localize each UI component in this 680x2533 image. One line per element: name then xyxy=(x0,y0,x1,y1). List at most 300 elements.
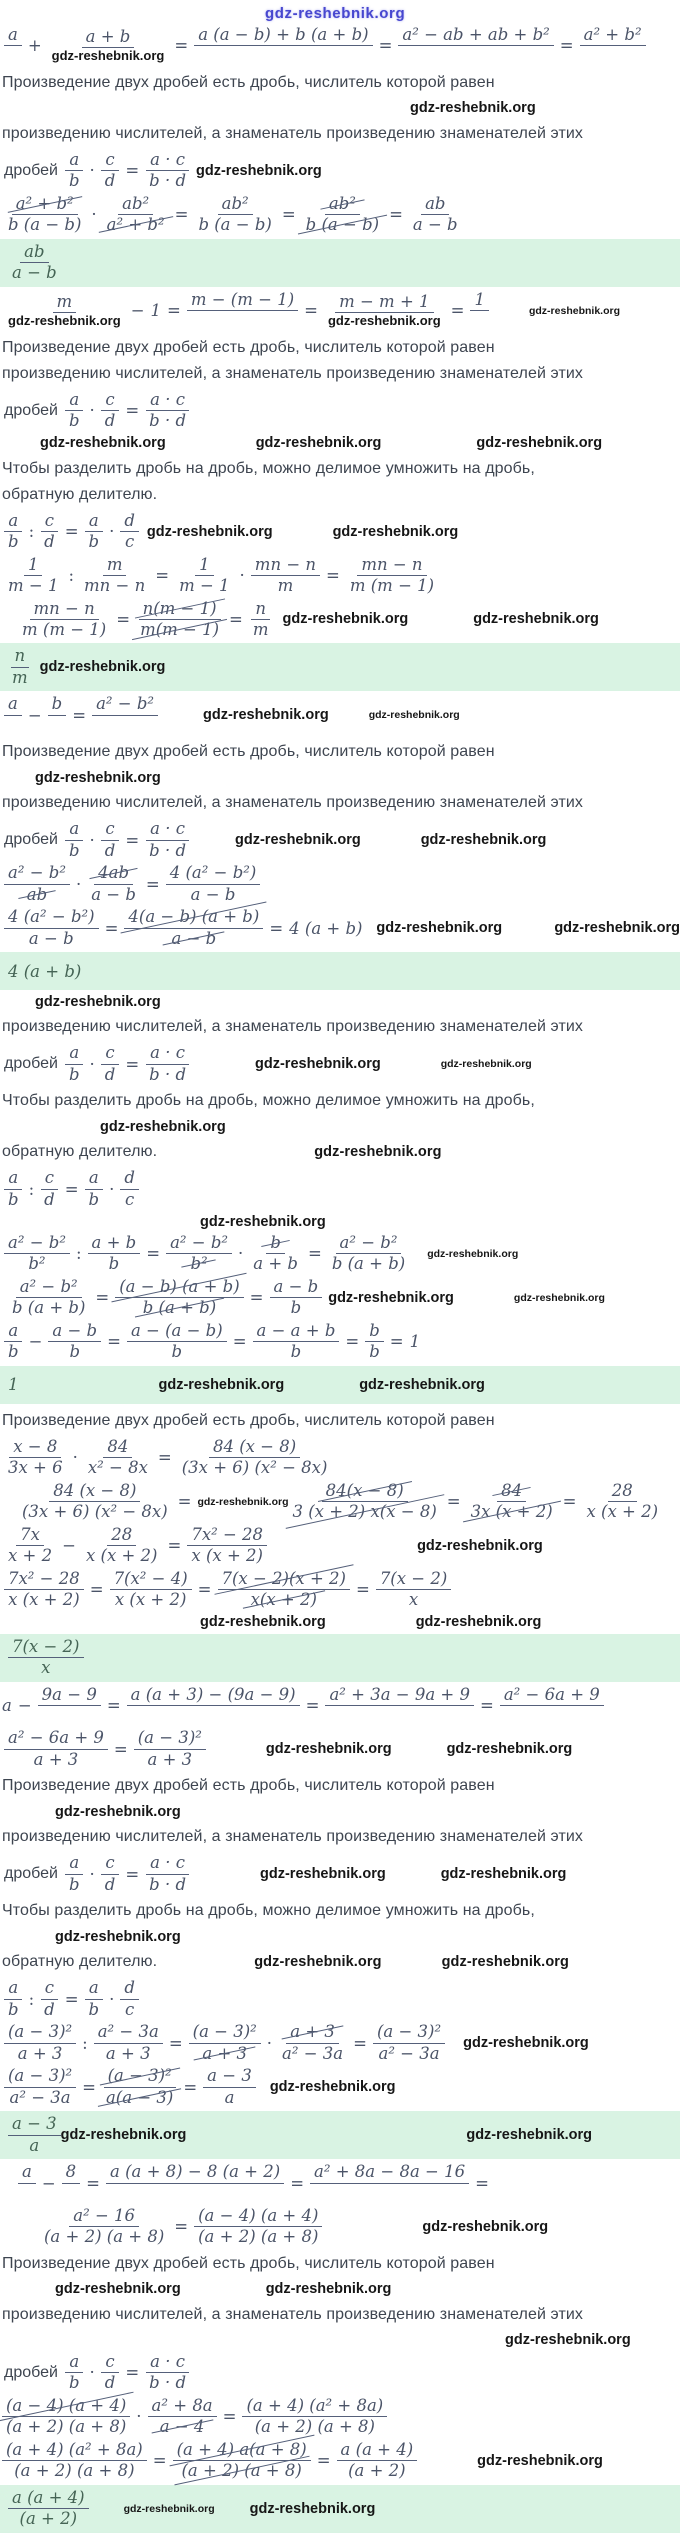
math-operator: = xyxy=(82,2077,96,2097)
denominator: x(x + 2) xyxy=(247,1590,321,1609)
math-operator: = xyxy=(562,1492,577,1512)
spacer xyxy=(190,840,235,841)
fraction xyxy=(409,195,462,235)
watermark: gdz-reshebnik.org xyxy=(51,48,165,64)
answer-highlight xyxy=(0,239,680,287)
numerator: a (a + 8) − 8 (a + 2) xyxy=(106,2163,284,2183)
numerator: 84 xyxy=(103,1438,132,1458)
spacer xyxy=(256,2087,270,2088)
numerator: a xyxy=(4,26,22,46)
math-operator: : xyxy=(28,1179,35,1199)
math-operator: · xyxy=(109,1989,115,2009)
numerator: a xyxy=(65,391,83,411)
math-operator: · xyxy=(72,1448,78,1468)
numerator: a xyxy=(85,1979,103,1999)
watermark: gdz-reshebnik.org xyxy=(35,769,161,786)
math-line xyxy=(0,1729,680,1769)
watermark: gdz-reshebnik.org xyxy=(368,709,460,722)
site-watermark: gdz-reshebnik.org xyxy=(265,5,406,22)
numerator: m xyxy=(53,293,77,313)
math-operator: · xyxy=(89,1054,95,1074)
denominator: b · d xyxy=(149,171,187,191)
numerator: a · c xyxy=(146,820,189,840)
numerator: a² − b² xyxy=(92,695,158,715)
watermark: gdz-reshebnik.org xyxy=(415,1614,542,1631)
fraction xyxy=(467,1482,557,1522)
numerator: a xyxy=(85,512,103,532)
denominator: b xyxy=(68,1874,80,1894)
text-label: дробей xyxy=(4,831,58,849)
numerator: a² − ab + ab + b² xyxy=(398,26,553,46)
spacer xyxy=(190,1064,255,1065)
text-label: дробей xyxy=(4,401,58,419)
numerator: b xyxy=(266,1234,285,1254)
math-operator: = xyxy=(125,1054,140,1074)
numerator: a + b xyxy=(82,28,135,48)
fraction xyxy=(325,1686,474,1726)
math-operator: = xyxy=(559,36,574,56)
numerator: a xyxy=(4,695,22,715)
numerator: a · c xyxy=(146,2353,189,2373)
denominator: 3x (x + 2) xyxy=(467,1502,557,1521)
fraction xyxy=(4,512,23,552)
hidden-denominator xyxy=(188,2184,201,2203)
fraction xyxy=(166,864,261,904)
watermark: gdz-reshebnik.org xyxy=(255,435,382,452)
denominator: b xyxy=(88,532,100,552)
watermark-row xyxy=(0,435,680,452)
fraction xyxy=(18,2163,36,2203)
spacer xyxy=(326,1622,416,1623)
math-line xyxy=(0,1526,680,1566)
watermark: gdz-reshebnik.org xyxy=(146,523,273,540)
watermark: gdz-reshebnik.org xyxy=(554,920,680,937)
paragraph xyxy=(2,460,680,478)
numerator: a · c xyxy=(146,151,189,171)
fraction xyxy=(40,1169,59,1209)
math-operator: = xyxy=(106,1695,121,1715)
fraction xyxy=(376,1570,452,1610)
hidden-denominator xyxy=(545,1706,558,1725)
math-line xyxy=(0,2163,680,2203)
math-operator: = xyxy=(104,918,119,938)
math-operator: − xyxy=(41,2173,56,2193)
watermark: gdz-reshebnik.org xyxy=(158,1376,285,1393)
watermark: gdz-reshebnik.org xyxy=(466,2127,593,2144)
hidden-denominator xyxy=(20,2184,33,2203)
text-label: обратную делителю. xyxy=(2,485,158,503)
math-operator: = xyxy=(125,1864,140,1884)
denominator: b² xyxy=(28,1254,46,1274)
fraction xyxy=(62,2163,81,2203)
numerator: mn − n xyxy=(357,556,426,576)
paragraph xyxy=(2,339,680,357)
watermark: gdz-reshebnik.org xyxy=(410,100,536,117)
numerator: 7x² − 28 xyxy=(187,1526,267,1546)
denominator: x xyxy=(41,1658,51,1678)
numerator: (a + 4) a(a + 8) xyxy=(173,2441,311,2461)
math-line xyxy=(0,2207,680,2247)
math-text: a xyxy=(2,1695,12,1715)
numerator: mn − n xyxy=(251,556,320,576)
spacer xyxy=(502,928,554,929)
math-operator: = xyxy=(116,609,131,629)
math-operator: = xyxy=(378,36,393,56)
fraction xyxy=(80,556,149,596)
numerator: a − b xyxy=(48,1322,101,1342)
denominator: (3x + 6) (x² − 8x) xyxy=(22,1502,168,1522)
math-operator: = xyxy=(177,1492,192,1512)
text-label: Произведение двух дробей есть дробь, числитель которой равен xyxy=(2,73,495,91)
denominator: b xyxy=(68,1064,80,1084)
fraction xyxy=(110,1570,192,1610)
fraction xyxy=(218,1570,350,1610)
denominator: d xyxy=(44,532,55,552)
fraction xyxy=(278,2023,347,2063)
watermark: gdz-reshebnik.org xyxy=(446,1741,573,1758)
numerator: a xyxy=(4,512,22,532)
math-operator: = xyxy=(86,2173,100,2193)
math-operator: − xyxy=(62,1536,76,1556)
numerator: 7(x − 2)(x + 2) xyxy=(218,1570,350,1590)
denominator: b (a − b) xyxy=(8,215,82,235)
math-operator: = xyxy=(167,1536,182,1556)
fraction xyxy=(337,2441,418,2481)
fraction xyxy=(4,1570,84,1610)
denominator: c xyxy=(124,1999,135,2019)
fraction xyxy=(145,1854,190,1894)
denominator: b xyxy=(68,171,80,191)
paragraph xyxy=(2,2306,680,2324)
spacer xyxy=(392,1749,447,1750)
numerator: ab² xyxy=(218,195,253,215)
fraction xyxy=(94,2023,163,2063)
numerator: c xyxy=(101,820,118,840)
numerator: (a − 3)² xyxy=(189,2023,261,2043)
spacer xyxy=(190,1874,260,1875)
math-operator: = xyxy=(113,1739,128,1759)
fraction xyxy=(365,1322,384,1362)
denominator: b · d xyxy=(149,2373,187,2393)
denominator: b xyxy=(290,1298,302,1318)
math-line xyxy=(0,1438,680,1478)
math-operator: = xyxy=(125,161,140,181)
math-operator: · xyxy=(89,161,95,181)
watermark: gdz-reshebnik.org xyxy=(376,920,503,937)
fraction xyxy=(18,1482,172,1522)
fraction xyxy=(253,1322,340,1362)
fraction xyxy=(8,243,61,283)
spacer xyxy=(329,715,369,716)
math-operator: = xyxy=(125,401,140,421)
text-label: дробей xyxy=(4,1055,58,1073)
text-label: произведению числителей, а знаменатель произведению знаменателей этих xyxy=(2,1018,584,1036)
math-operator: = xyxy=(125,2363,140,2383)
math-line xyxy=(0,151,680,191)
numerator: a xyxy=(4,1169,22,1189)
denominator: b xyxy=(88,1999,100,2019)
hidden-denominator xyxy=(63,1706,76,1725)
spacer xyxy=(32,667,40,668)
fraction xyxy=(187,1526,267,1566)
numerator: a (a + 3) − (9a − 9) xyxy=(127,1686,300,1706)
paragraph xyxy=(2,1143,680,1161)
denominator: a − b xyxy=(91,884,136,904)
math-operator: = xyxy=(249,1288,264,1308)
numerator: ab xyxy=(421,195,449,215)
fraction xyxy=(40,1979,59,2019)
math-line xyxy=(0,2353,680,2393)
numerator: d xyxy=(120,1169,139,1189)
numerator: b xyxy=(48,695,67,715)
fraction xyxy=(203,2067,256,2107)
fraction xyxy=(65,2353,84,2393)
math-operator: = xyxy=(475,2173,489,2193)
fraction xyxy=(85,1169,104,1209)
denominator: b xyxy=(68,2373,80,2393)
denominator: a − b xyxy=(167,929,220,948)
numerator: 7(x − 2) xyxy=(376,1570,452,1590)
math-line xyxy=(0,908,680,948)
math-operator: = xyxy=(355,1580,370,1600)
paragraph xyxy=(2,1018,680,1036)
hidden-denominator xyxy=(64,2184,77,2203)
spacer xyxy=(19,1384,159,1385)
watermark: gdz-reshebnik.org xyxy=(314,1144,442,1161)
numerator: m − m + 1 xyxy=(335,293,433,313)
numerator: 84 xyxy=(497,1482,526,1502)
spacer xyxy=(273,531,333,532)
numerator: a · c xyxy=(146,1854,189,1874)
fraction xyxy=(2,2441,147,2481)
numerator: ab² xyxy=(118,195,153,215)
hidden-denominator xyxy=(383,2184,396,2203)
denominator: m − 1 xyxy=(179,576,230,596)
numerator: mn − n xyxy=(30,600,99,620)
spacer xyxy=(361,840,421,841)
denominator: b xyxy=(68,840,80,860)
denominator: 3x + 6 xyxy=(8,1458,63,1478)
math-operator: · xyxy=(89,401,95,421)
watermark: gdz-reshebnik.org xyxy=(417,1537,543,1554)
fraction xyxy=(4,1729,108,1769)
fraction xyxy=(2,2397,130,2437)
watermark: gdz-reshebnik.org xyxy=(203,707,329,724)
fraction xyxy=(4,1169,23,1209)
watermark: gdz-reshebnik.org xyxy=(528,304,620,317)
denominator: m xyxy=(12,667,28,687)
hidden-denominator xyxy=(277,46,290,65)
answer-highlight xyxy=(0,1366,680,1404)
denominator: d xyxy=(104,1874,116,1894)
watermark-row xyxy=(0,1213,680,1230)
fraction xyxy=(194,26,372,66)
watermark: gdz-reshebnik.org xyxy=(39,659,166,676)
math-operator: = xyxy=(446,1492,461,1512)
denominator: 3 (x + 2) x(x − 8) xyxy=(289,1502,441,1521)
text-label: произведению числителей, а знаменатель произведению знаменателей этих xyxy=(2,124,584,142)
denominator: a + 3 xyxy=(17,2043,63,2063)
denominator: a + 3 xyxy=(198,2044,251,2063)
math-line xyxy=(0,695,680,735)
math-operator: : xyxy=(28,522,35,542)
math-operator: · xyxy=(75,874,82,894)
answer-highlight xyxy=(0,2485,680,2533)
numerator: (a − 4) (a + 4) xyxy=(194,2207,322,2227)
fraction xyxy=(120,1979,139,2019)
fraction xyxy=(270,1278,323,1318)
denominator: b xyxy=(68,411,80,431)
denominator: c xyxy=(124,532,135,552)
paragraph xyxy=(2,125,680,143)
denominator: d xyxy=(104,171,116,191)
fraction xyxy=(92,695,158,735)
fraction xyxy=(124,908,263,948)
math-operator: = xyxy=(290,2173,305,2193)
fraction xyxy=(145,391,190,431)
denominator: d xyxy=(44,1999,55,2019)
numerator: a (a − b) + b (a + b) xyxy=(194,26,372,46)
math-text: 4 (a + b) xyxy=(289,918,363,938)
spacer xyxy=(409,1253,427,1254)
numerator: c xyxy=(41,1169,58,1189)
math-operator: = xyxy=(232,1332,247,1352)
fraction xyxy=(242,2397,387,2437)
fraction xyxy=(87,864,140,904)
math-operator: · xyxy=(238,1244,244,1264)
denominator: b xyxy=(369,1342,380,1362)
watermark-row xyxy=(0,2281,680,2298)
numerator: 7(x − 2) xyxy=(8,1638,84,1658)
math-operator: = xyxy=(155,566,170,586)
fraction xyxy=(38,1686,101,1726)
text-label: Чтобы разделить дробь на дробь, можно делимое умножить на дробь, xyxy=(2,459,535,477)
math-line xyxy=(0,556,680,596)
numerator: ab² xyxy=(325,195,360,215)
watermark: gdz-reshebnik.org xyxy=(8,313,121,329)
fraction xyxy=(178,1438,332,1478)
fraction xyxy=(4,1526,56,1566)
numerator: a² + 8a xyxy=(148,2397,217,2417)
numerator: (a − 3)² xyxy=(4,2023,76,2043)
numerator: 28 xyxy=(608,1482,637,1502)
denominator: mn − n xyxy=(84,576,146,596)
spacer xyxy=(362,928,376,929)
math-operator: : xyxy=(28,1989,35,2009)
math-line xyxy=(0,2441,680,2481)
fraction xyxy=(4,1322,23,1362)
watermark-row xyxy=(0,769,680,786)
spacer xyxy=(445,2043,463,2044)
fraction xyxy=(8,1278,89,1318)
math-line xyxy=(0,512,680,552)
text-label: обратную делителю. xyxy=(2,1143,158,1161)
watermark-row xyxy=(0,100,680,117)
numerator: m − (m − 1) xyxy=(187,291,298,311)
denominator: (a + 2) (a + 8) xyxy=(254,2417,375,2437)
watermark: gdz-reshebnik.org xyxy=(265,2281,392,2298)
fraction xyxy=(134,1729,206,1769)
numerator: a² − 16 xyxy=(69,2207,139,2227)
fraction xyxy=(4,26,22,66)
numerator: ab xyxy=(20,243,48,263)
numerator: c xyxy=(101,391,118,411)
fraction xyxy=(145,820,190,860)
denominator: b (a − b) xyxy=(198,215,272,235)
fraction xyxy=(101,1854,120,1894)
denominator: a xyxy=(29,2135,40,2155)
fraction xyxy=(84,1438,152,1478)
fraction xyxy=(500,1686,604,1726)
numerator: n(m − 1) xyxy=(139,600,221,620)
fraction xyxy=(8,2489,89,2529)
fraction xyxy=(48,1322,101,1362)
math-operator: = xyxy=(197,1580,212,1600)
math-operator: = xyxy=(152,2451,167,2471)
numerator: d xyxy=(120,512,139,532)
numerator: a + b xyxy=(88,1234,141,1254)
watermark: gdz-reshebnik.org xyxy=(476,435,603,452)
denominator: a² − 3a xyxy=(9,2087,71,2107)
numerator: 8 xyxy=(62,2163,81,2183)
numerator: a² − b² xyxy=(4,1234,70,1254)
numerator: a² − b² xyxy=(4,864,70,884)
watermark: gdz-reshebnik.org xyxy=(255,1056,381,1073)
text-label: дробей xyxy=(4,161,58,179)
denominator: m(m − 1) xyxy=(136,620,223,639)
denominator: a² − 3a xyxy=(282,2043,344,2063)
fraction xyxy=(4,1438,67,1478)
hidden-denominator xyxy=(207,1706,220,1725)
denominator: b · d xyxy=(149,1064,187,1084)
math-operator: − xyxy=(28,1332,43,1352)
watermark: gdz-reshebnik.org xyxy=(440,1058,532,1071)
numerator: (a − 4) (a + 4) xyxy=(2,2397,130,2417)
numerator: (a + 4) (a² + 8a) xyxy=(2,2441,147,2461)
numerator: a² + b² xyxy=(12,195,78,215)
numerator: a xyxy=(65,1854,83,1874)
denominator: c xyxy=(124,1189,135,1209)
numerator: a² − b² xyxy=(16,1278,82,1298)
spacer xyxy=(89,2508,124,2509)
math-operator: = xyxy=(174,36,189,56)
denominator: a − b xyxy=(190,884,236,904)
watermark: gdz-reshebnik.org xyxy=(477,2452,603,2469)
numerator: a − a + b xyxy=(253,1322,340,1342)
watermark-row xyxy=(0,1928,680,1945)
fraction xyxy=(582,1482,662,1522)
watermark: gdz-reshebnik.org xyxy=(269,2079,396,2096)
numerator: 1 xyxy=(24,556,43,576)
text-label: дробей xyxy=(4,1865,58,1883)
math-line xyxy=(0,820,680,860)
math-operator: = xyxy=(353,2033,367,2053)
paragraph xyxy=(2,74,680,92)
watermark: gdz-reshebnik.org xyxy=(235,832,361,849)
numerator: a² − 6a + 9 xyxy=(4,1729,108,1749)
denominator: d xyxy=(104,411,116,431)
denominator: a xyxy=(224,2087,235,2107)
denominator: x (x + 2) xyxy=(586,1502,659,1522)
numerator: a xyxy=(4,1322,22,1342)
watermark: gdz-reshebnik.org xyxy=(100,1118,226,1135)
denominator: a + 3 xyxy=(33,1749,79,1769)
numerator: 84 (x − 8) xyxy=(49,1482,140,1502)
watermark: gdz-reshebnik.org xyxy=(249,2500,376,2517)
numerator: a² + 3a − 9a + 9 xyxy=(325,1686,474,1706)
denominator: x + 2 xyxy=(8,1546,53,1566)
spacer xyxy=(273,619,283,620)
